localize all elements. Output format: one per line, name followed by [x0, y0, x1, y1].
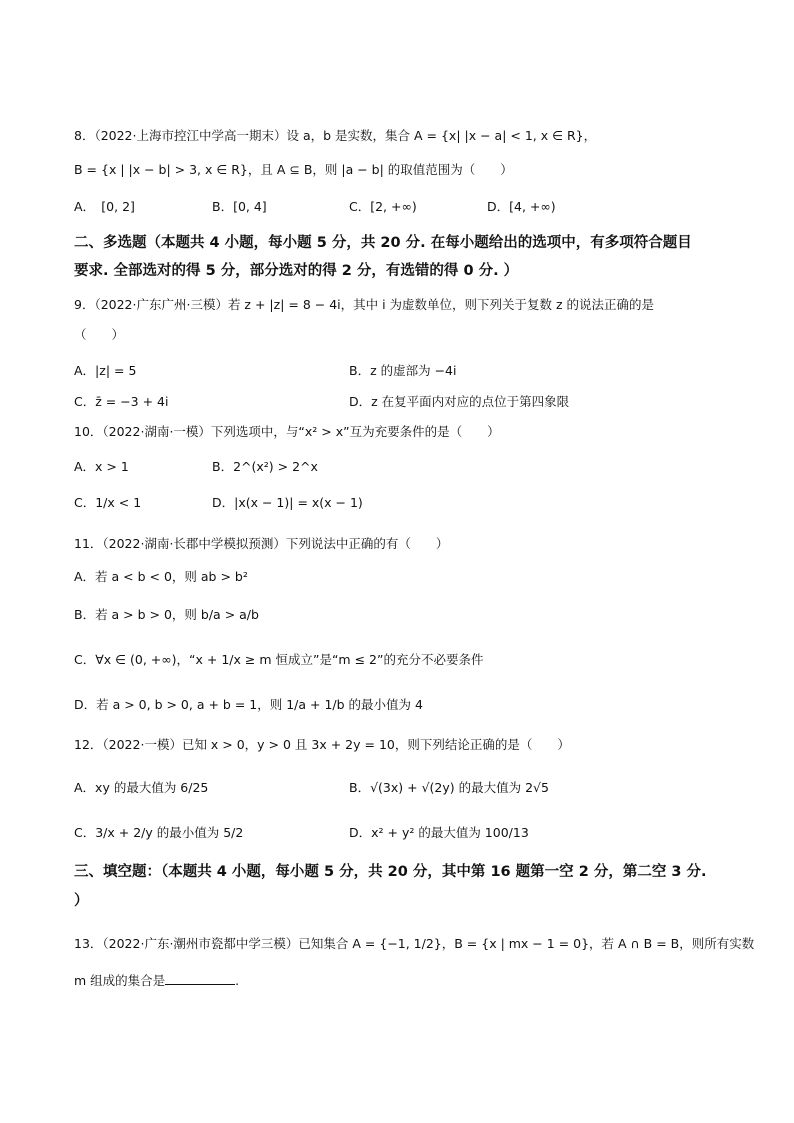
q13-stem-line2 [74, 972, 239, 990]
q8-option-d: D．[4, +∞) [487, 199, 556, 214]
q9-option-d: D．z 在复平面内对应的点位于第四象限 [349, 394, 570, 409]
q10-option-c: C．1/x < 1 [74, 495, 142, 510]
q8-option-b: B．[0, 4] [212, 199, 267, 214]
section-3-heading-line2: ） [74, 893, 89, 909]
q9-stem-line1: 9．（2022·广东广州·三模）若 z + |z| = 8 − 4i，其中 i 为虚数单位，则下列关于复数 z 的说法正确的是 [74, 297, 655, 312]
section-3-heading-line1: 三、填空题：（本题共 4 小题，每小题 5 分，共 20 分，其中第 16 题第一空 2 分，第二空 3 分. [74, 864, 707, 880]
q8-option-a: A． [0, 2] [74, 199, 135, 214]
q12-option-a: A．xy 的最大值为 6/25 [74, 780, 209, 795]
q11-option-c: C．∀x ∈ (0, +∞)，“x + 1/x ≥ m 恒成立”是“m ≤ 2”的充分不必要条件 [74, 652, 484, 667]
q10-option-b: B．2^(x²) > 2^x [212, 459, 318, 474]
q10-stem: 10．（2022·湖南·一模）下列选项中，与“x² > x”互为充要条件的是（ ） [74, 424, 500, 439]
q11-option-d: D．若 a > 0, b > 0, a + b = 1，则 1/a + 1/b 的最小值为 4 [74, 697, 423, 712]
q9-option-b: B．z 的虚部为 −4i [349, 363, 457, 378]
q8-stem-line2: B = {x | |x − b| > 3, x ∈ R}，且 A ⊆ B，则 |a − b| 的取值范围为（ ） [74, 162, 513, 177]
q11-option-a: A．若 a < b < 0，则 ab > b² [74, 569, 248, 584]
q8-stem-line1: 8．（2022·上海市控江中学高一期末）设 a，b 是实数，集合 A = {x| |x − a| < 1, x ∈ R}， [74, 128, 597, 143]
q11-option-b: B．若 a > b > 0，则 b/a > a/b [74, 607, 259, 622]
q13-line2-text: m 组成的集合是 [74, 973, 166, 988]
section-2-heading-line2: 要求. 全部选对的得 5 分，部分选对的得 2 分，有选错的得 0 分. ） [74, 263, 519, 279]
q13-stem-line1: 13．（2022·广东·潮州市瓷都中学三模）已知集合 A = {−1, 1/2}，B = {x | mx − 1 = 0}，若 A ∩ B = B，则所有实数 [74, 936, 755, 951]
q8-option-c: C．[2, +∞) [349, 199, 417, 214]
q12-option-d: D．x² + y² 的最大值为 100/13 [349, 825, 529, 840]
q9-stem-line2: （ ） [74, 327, 125, 342]
q10-option-a: A．x > 1 [74, 459, 129, 474]
q13-line2-end: . [235, 973, 240, 988]
q12-option-b: B．√(3x) + √(2y) 的最大值为 2√5 [349, 780, 549, 795]
q11-stem: 11．（2022·湖南·长郡中学模拟预测）下列说法中正确的有（ ） [74, 536, 449, 551]
q9-option-a: A．|z| = 5 [74, 363, 137, 378]
q10-option-d: D．|x(x − 1)| = x(x − 1) [212, 495, 363, 510]
q9-option-c: C．z̄ = −3 + 4i [74, 394, 169, 409]
q13-answer-blank[interactable] [165, 972, 235, 985]
q12-stem: 12．（2022·一模）已知 x > 0，y > 0 且 3x + 2y = 10，则下列结论正确的是（ ） [74, 737, 570, 752]
q12-option-c: C．3/x + 2/y 的最小值为 5/2 [74, 825, 244, 840]
section-2-heading-line1: 二、多选题（本题共 4 小题，每小题 5 分，共 20 分. 在每小题给出的选项中，有多项符合题目 [74, 235, 692, 251]
